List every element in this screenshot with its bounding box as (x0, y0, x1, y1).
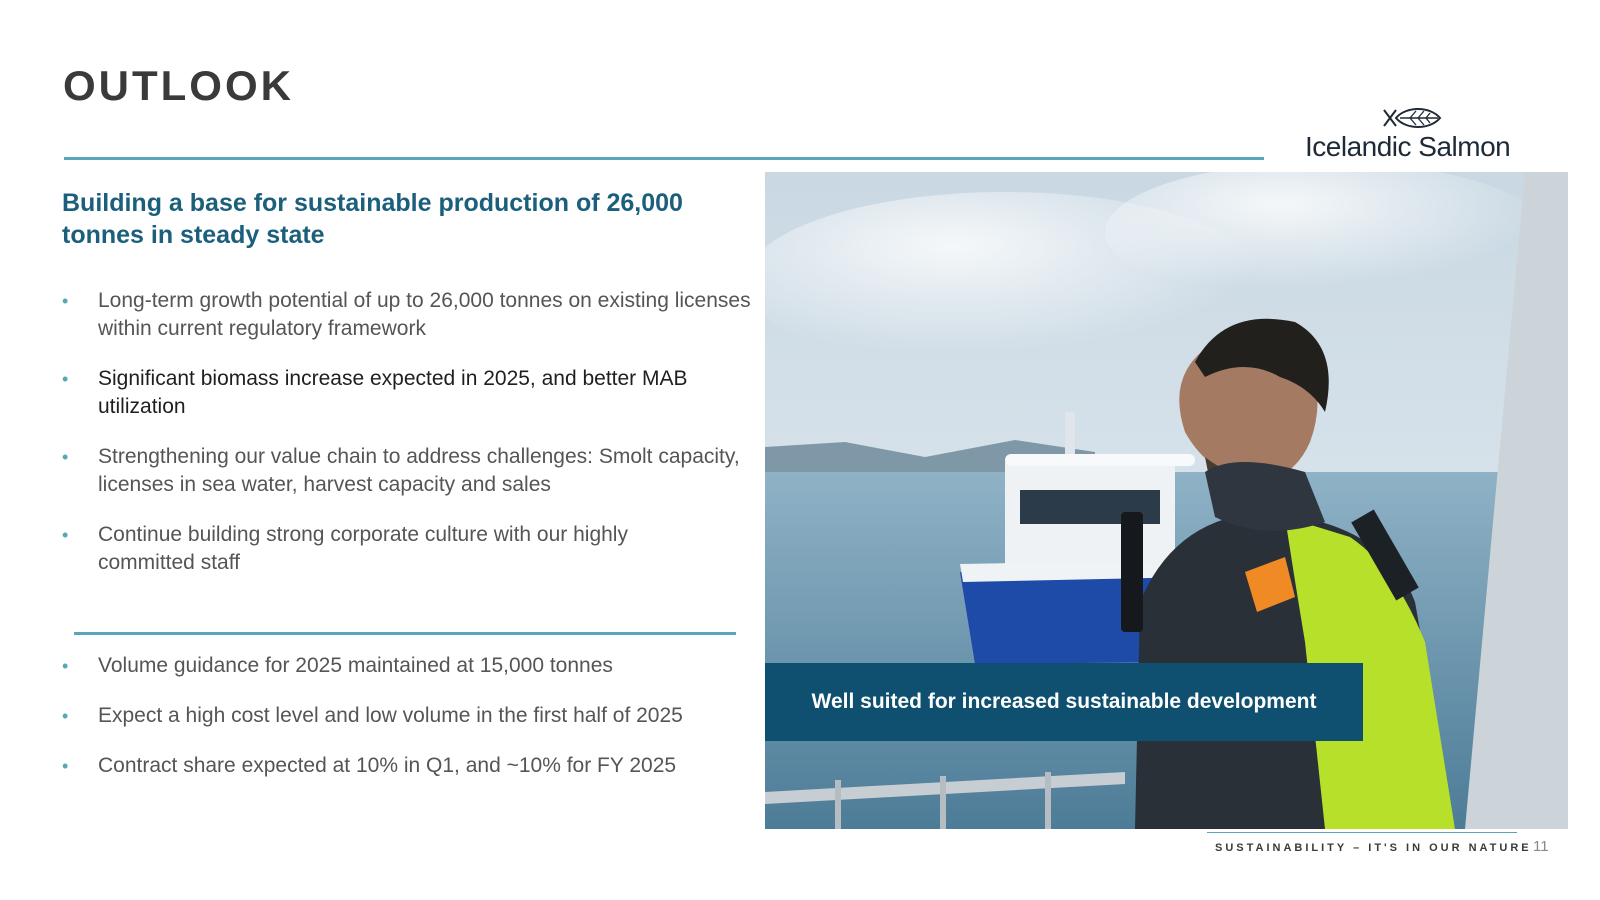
bullet-icon: • (62, 756, 69, 776)
bullet-text: Continue building strong corporate culture with our highly committed staff (98, 523, 628, 574)
footer-divider (1207, 832, 1517, 833)
list-item (62, 752, 752, 780)
bullet-icon: • (62, 369, 69, 389)
bullet-text: Strengthening our value chain to address challenges: Smolt capacity, licenses in sea water, harvest capacity and sales (98, 445, 740, 496)
bullet-text: Contract share expected at 10% in Q1, and ~10% for FY 2025 (98, 754, 677, 777)
logo-text: Icelandic Salmon (1305, 131, 1511, 162)
bullet-text: Volume guidance for 2025 maintained at 15,000 tonnes (98, 654, 613, 677)
guidance-bullet-list (62, 652, 752, 802)
title-divider (64, 157, 1264, 160)
bullet-text: Long-term growth potential of up to 26,000 tonnes on existing licenses within current regulatory framework (98, 289, 751, 340)
list-item (62, 652, 752, 680)
bullet-icon: • (62, 291, 69, 311)
list-item (62, 443, 752, 499)
list-item (62, 365, 752, 421)
list-item (62, 702, 752, 730)
salmon-leaf-icon (1380, 106, 1442, 130)
bullet-icon: • (62, 525, 69, 545)
section-divider (74, 632, 736, 635)
primary-bullet-list (62, 287, 752, 599)
bullet-icon: • (62, 447, 69, 467)
photo-caption-banner (765, 663, 1363, 741)
slide-title: OUTLOOK (63, 62, 294, 109)
list-item (62, 521, 752, 577)
subheading: Building a base for sustainable production of 26,000 tonnes in steady state (62, 189, 683, 249)
list-item (62, 287, 752, 343)
company-logo (1302, 104, 1522, 164)
bullet-text: Expect a high cost level and low volume in the first half of 2025 (98, 704, 683, 727)
bullet-text: Significant biomass increase expected in 2025, and better MAB utilization (98, 367, 688, 418)
banner-text: Well suited for increased sustainable development (811, 690, 1317, 713)
page-number: 11 (1533, 838, 1549, 855)
bullet-icon: • (62, 706, 69, 726)
bullet-icon: • (62, 656, 69, 676)
footer-tagline: SUSTAINABILITY – IT'S IN OUR NATURE (1215, 842, 1532, 854)
